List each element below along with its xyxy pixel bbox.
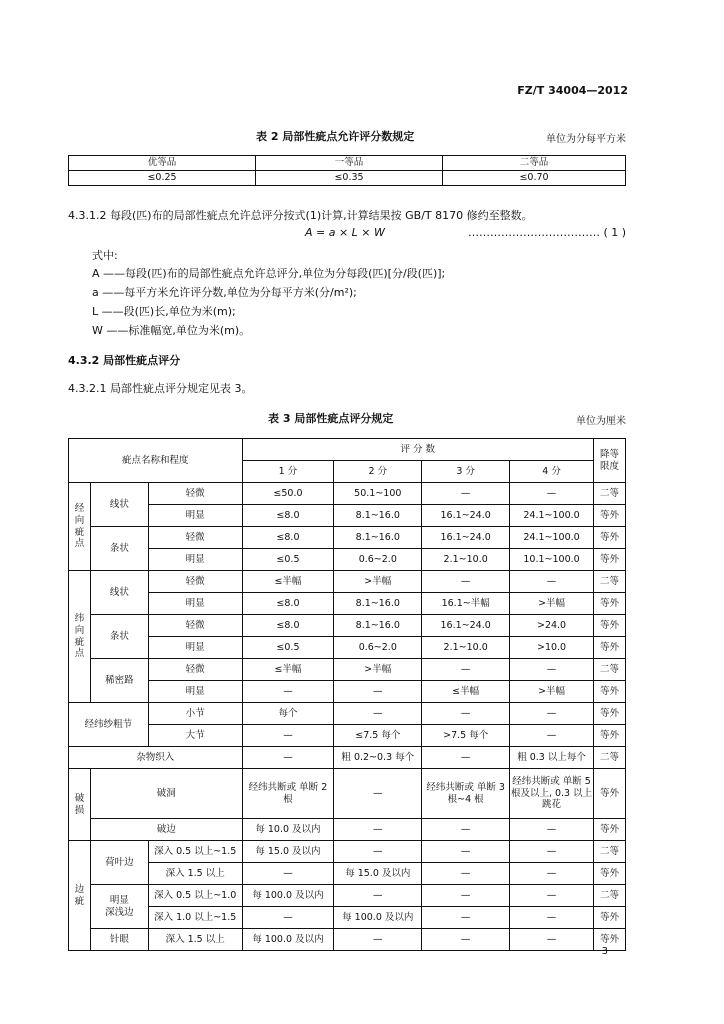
score-2: — xyxy=(334,819,422,841)
table3-unit: 单位为厘米 xyxy=(576,416,626,427)
t3-header-grade xyxy=(594,439,626,483)
grade-limit: 等外 xyxy=(594,593,626,615)
score-1: — xyxy=(242,725,334,747)
score-2: 0.6~2.0 xyxy=(334,549,422,571)
score-2: >半幅 xyxy=(334,659,422,681)
score-2: — xyxy=(334,681,422,703)
score-3: 16.1~24.0 xyxy=(422,505,510,527)
defect-name: 明显 深浅边 xyxy=(90,885,148,929)
score-3: — xyxy=(422,747,510,769)
score-3: — xyxy=(422,863,510,885)
t2-value-1: ≤0.25 xyxy=(69,171,256,186)
score-3: 2.1~10.0 xyxy=(422,549,510,571)
score-2: 8.1~16.0 xyxy=(334,593,422,615)
score-1: ≤8.0 xyxy=(242,593,334,615)
table-row xyxy=(69,885,626,907)
grade-limit: 等外 xyxy=(594,725,626,747)
score-1: ≤50.0 xyxy=(242,483,334,505)
score-3: 2.1~10.0 xyxy=(422,637,510,659)
score-4: 24.1~100.0 xyxy=(510,505,594,527)
table-row xyxy=(69,549,626,571)
grade-limit: 等外 xyxy=(594,929,626,951)
t3-header-3: 3 分 xyxy=(422,461,510,483)
score-3: — xyxy=(422,659,510,681)
degree: 深入 1.5 以上 xyxy=(148,929,242,951)
score-4: — xyxy=(510,571,594,593)
table-row xyxy=(69,769,626,819)
group-warp: 经 向 疵 点 xyxy=(69,483,91,571)
formula: A = a × L × W xyxy=(305,226,385,239)
score-4: 10.1~100.0 xyxy=(510,549,594,571)
grade-limit: 等外 xyxy=(594,863,626,885)
t2-header-1: 优等品 xyxy=(69,156,256,171)
table-row xyxy=(69,483,626,505)
score-3: — xyxy=(422,819,510,841)
score-1: 每个 xyxy=(242,703,334,725)
score-2: — xyxy=(334,841,422,863)
grade-limit: 等外 xyxy=(594,637,626,659)
grade-limit: 等外 xyxy=(594,549,626,571)
table-row xyxy=(69,681,626,703)
table-row xyxy=(69,527,626,549)
score-3: >7.5 每个 xyxy=(422,725,510,747)
grade-limit: 等外 xyxy=(594,907,626,929)
score-3: — xyxy=(422,841,510,863)
score-2: 8.1~16.0 xyxy=(334,527,422,549)
score-1: — xyxy=(242,907,334,929)
defect-name: 针眼 xyxy=(90,929,148,951)
degree: 小节 xyxy=(148,703,242,725)
clause-4-3-1-2: 4.3.1.2 每段(匹)布的局部性疵点允许总评分按式(1)计算,计算结果按 GB/T 8170 修约至整数。 xyxy=(68,209,533,222)
table2-unit: 单位为分每平方米 xyxy=(546,134,626,145)
t3-header-score: 评 分 数 xyxy=(242,439,593,461)
where-label: 式中: xyxy=(92,249,118,262)
score-2: — xyxy=(334,769,422,819)
score-2: 每 100.0 及以内 xyxy=(334,907,422,929)
score-1: ≤8.0 xyxy=(242,527,334,549)
degree: 轻微 xyxy=(148,527,242,549)
score-1: 每 15.0 及以内 xyxy=(242,841,334,863)
grade-limit: 二等 xyxy=(594,747,626,769)
score-2: — xyxy=(334,929,422,951)
score-4: >半幅 xyxy=(510,681,594,703)
degree: 深入 0.5 以上~1.5 xyxy=(148,841,242,863)
score-4: — xyxy=(510,659,594,681)
defect-name: 稀密路 xyxy=(90,659,148,703)
score-4: — xyxy=(510,885,594,907)
score-1: ≤0.5 xyxy=(242,637,334,659)
score-2: >半幅 xyxy=(334,571,422,593)
score-2: 8.1~16.0 xyxy=(334,615,422,637)
t2-value-3: ≤0.70 xyxy=(443,171,626,186)
score-1: — xyxy=(242,863,334,885)
score-3: 16.1~半幅 xyxy=(422,593,510,615)
table-row xyxy=(69,637,626,659)
degree: 轻微 xyxy=(148,571,242,593)
score-4: — xyxy=(510,929,594,951)
defect-name: 破洞 xyxy=(90,769,242,819)
defect-name: 荷叶边 xyxy=(90,841,148,885)
score-4: — xyxy=(510,703,594,725)
score-3: — xyxy=(422,907,510,929)
score-2: 粗 0.2~0.3 每个 xyxy=(334,747,422,769)
score-1: ≤8.0 xyxy=(242,505,334,527)
t3-header-grade-2: 限度 xyxy=(599,460,619,472)
table3 xyxy=(68,438,626,951)
grade-limit: 等外 xyxy=(594,527,626,549)
grade-limit: 等外 xyxy=(594,703,626,725)
defect-name: 经纬纱粗节 xyxy=(69,703,149,747)
score-4: — xyxy=(510,483,594,505)
def-A: A ——每段(匹)布的局部性疵点允许总评分,单位为分每段(匹)[分/段(匹)]; xyxy=(92,267,446,280)
table-row xyxy=(69,571,626,593)
score-2: — xyxy=(334,885,422,907)
score-2: 8.1~16.0 xyxy=(334,505,422,527)
def-L: L ——段(匹)长,单位为米(m); xyxy=(92,305,236,318)
score-3: — xyxy=(422,929,510,951)
table3-caption: 表 3 局部性疵点评分规定 xyxy=(268,412,394,425)
degree: 深入 0.5 以上~1.0 xyxy=(148,885,242,907)
grade-limit: 二等 xyxy=(594,571,626,593)
score-4: 粗 0.3 以上每个 xyxy=(510,747,594,769)
table-row xyxy=(69,747,626,769)
grade-limit: 二等 xyxy=(594,483,626,505)
grade-limit: 等外 xyxy=(594,615,626,637)
section-4-3-2: 4.3.2 局部性疵点评分 xyxy=(68,354,181,367)
degree: 明显 xyxy=(148,637,242,659)
grade-limit: 二等 xyxy=(594,885,626,907)
score-3: 16.1~24.0 xyxy=(422,527,510,549)
score-3: — xyxy=(422,885,510,907)
score-3: — xyxy=(422,571,510,593)
t3-header-2: 2 分 xyxy=(334,461,422,483)
degree: 明显 xyxy=(148,593,242,615)
defect-name: 杂物织入 xyxy=(69,747,243,769)
score-3: — xyxy=(422,703,510,725)
score-4: 24.1~100.0 xyxy=(510,527,594,549)
grade-limit: 二等 xyxy=(594,659,626,681)
score-2: ≤7.5 每个 xyxy=(334,725,422,747)
group-weft: 纬 向 疵 点 xyxy=(69,571,91,703)
table-row xyxy=(69,725,626,747)
score-3: — xyxy=(422,483,510,505)
score-2: 50.1~100 xyxy=(334,483,422,505)
score-1: ≤半幅 xyxy=(242,571,334,593)
score-3: 16.1~24.0 xyxy=(422,615,510,637)
t2-header-2: 一等品 xyxy=(256,156,443,171)
t2-header-3: 二等品 xyxy=(443,156,626,171)
score-2: — xyxy=(334,703,422,725)
score-4: — xyxy=(510,863,594,885)
score-2: 0.6~2.0 xyxy=(334,637,422,659)
degree: 大节 xyxy=(148,725,242,747)
score-1: 经纬共断或 单断 2 根 xyxy=(242,769,334,819)
grade-limit: 等外 xyxy=(594,769,626,819)
t3-header-1: 1 分 xyxy=(242,461,334,483)
defect-name: 条状 xyxy=(90,527,148,571)
score-2: 每 15.0 及以内 xyxy=(334,863,422,885)
table-row xyxy=(69,841,626,863)
defect-name: 线状 xyxy=(90,571,148,615)
score-4: >半幅 xyxy=(510,593,594,615)
grade-limit: 等外 xyxy=(594,681,626,703)
grade-limit: 等外 xyxy=(594,505,626,527)
defect-name: 条状 xyxy=(90,615,148,659)
score-4: — xyxy=(510,819,594,841)
degree: 深入 1.0 以上~1.5 xyxy=(148,907,242,929)
score-4: — xyxy=(510,841,594,863)
table-row xyxy=(69,863,626,885)
clause-4-3-2-1: 4.3.2.1 局部性疵点评分规定见表 3。 xyxy=(68,382,253,395)
score-4: >24.0 xyxy=(510,615,594,637)
def-a: a ——每平方米允许评分数,单位为分每平方米(分/m²); xyxy=(92,286,357,299)
score-3: ≤半幅 xyxy=(422,681,510,703)
grade-limit: 等外 xyxy=(594,819,626,841)
degree: 轻微 xyxy=(148,659,242,681)
table-row xyxy=(69,659,626,681)
page-number: 3 xyxy=(601,946,608,957)
score-1: ≤半幅 xyxy=(242,659,334,681)
t2-value-2: ≤0.35 xyxy=(256,171,443,186)
t3-header-4: 4 分 xyxy=(510,461,594,483)
table-row xyxy=(69,703,626,725)
defect-name: 破边 xyxy=(90,819,242,841)
score-4: >10.0 xyxy=(510,637,594,659)
group-edge: 边 疵 xyxy=(69,841,91,951)
table-row xyxy=(69,505,626,527)
table2 xyxy=(68,155,626,186)
standard-number: FZ/T 34004—2012 xyxy=(517,84,628,97)
score-1: ≤0.5 xyxy=(242,549,334,571)
score-4: — xyxy=(510,725,594,747)
score-1: 每 100.0 及以内 xyxy=(242,929,334,951)
score-1: 每 100.0 及以内 xyxy=(242,885,334,907)
formula-number: ……………………………… ( 1 ) xyxy=(468,226,627,239)
table-row xyxy=(69,615,626,637)
degree: 明显 xyxy=(148,681,242,703)
score-3: 经纬共断或 单断 3 根~4 根 xyxy=(422,769,510,819)
score-1: ≤8.0 xyxy=(242,615,334,637)
degree: 明显 xyxy=(148,505,242,527)
table-row xyxy=(69,593,626,615)
table-row xyxy=(69,929,626,951)
degree: 轻微 xyxy=(148,483,242,505)
score-1: — xyxy=(242,681,334,703)
t3-header-name: 疵点名称和程度 xyxy=(69,439,243,483)
score-1: — xyxy=(242,747,334,769)
table2-caption: 表 2 局部性疵点允许评分数规定 xyxy=(256,130,415,143)
t3-header-grade-1: 降等 xyxy=(599,448,619,460)
defect-name: 线状 xyxy=(90,483,148,527)
degree: 轻微 xyxy=(148,615,242,637)
degree: 明显 xyxy=(148,549,242,571)
score-4: — xyxy=(510,907,594,929)
table-row xyxy=(69,907,626,929)
degree: 深入 1.5 以上 xyxy=(148,863,242,885)
def-W: W ——标准幅宽,单位为米(m)。 xyxy=(92,324,251,337)
table-row xyxy=(69,819,626,841)
score-1: 每 10.0 及以内 xyxy=(242,819,334,841)
grade-limit: 二等 xyxy=(594,841,626,863)
group-damage: 破 损 xyxy=(69,769,91,841)
score-4: 经纬共断或 单断 5 根及以上, 0.3 以上跳花 xyxy=(510,769,594,819)
